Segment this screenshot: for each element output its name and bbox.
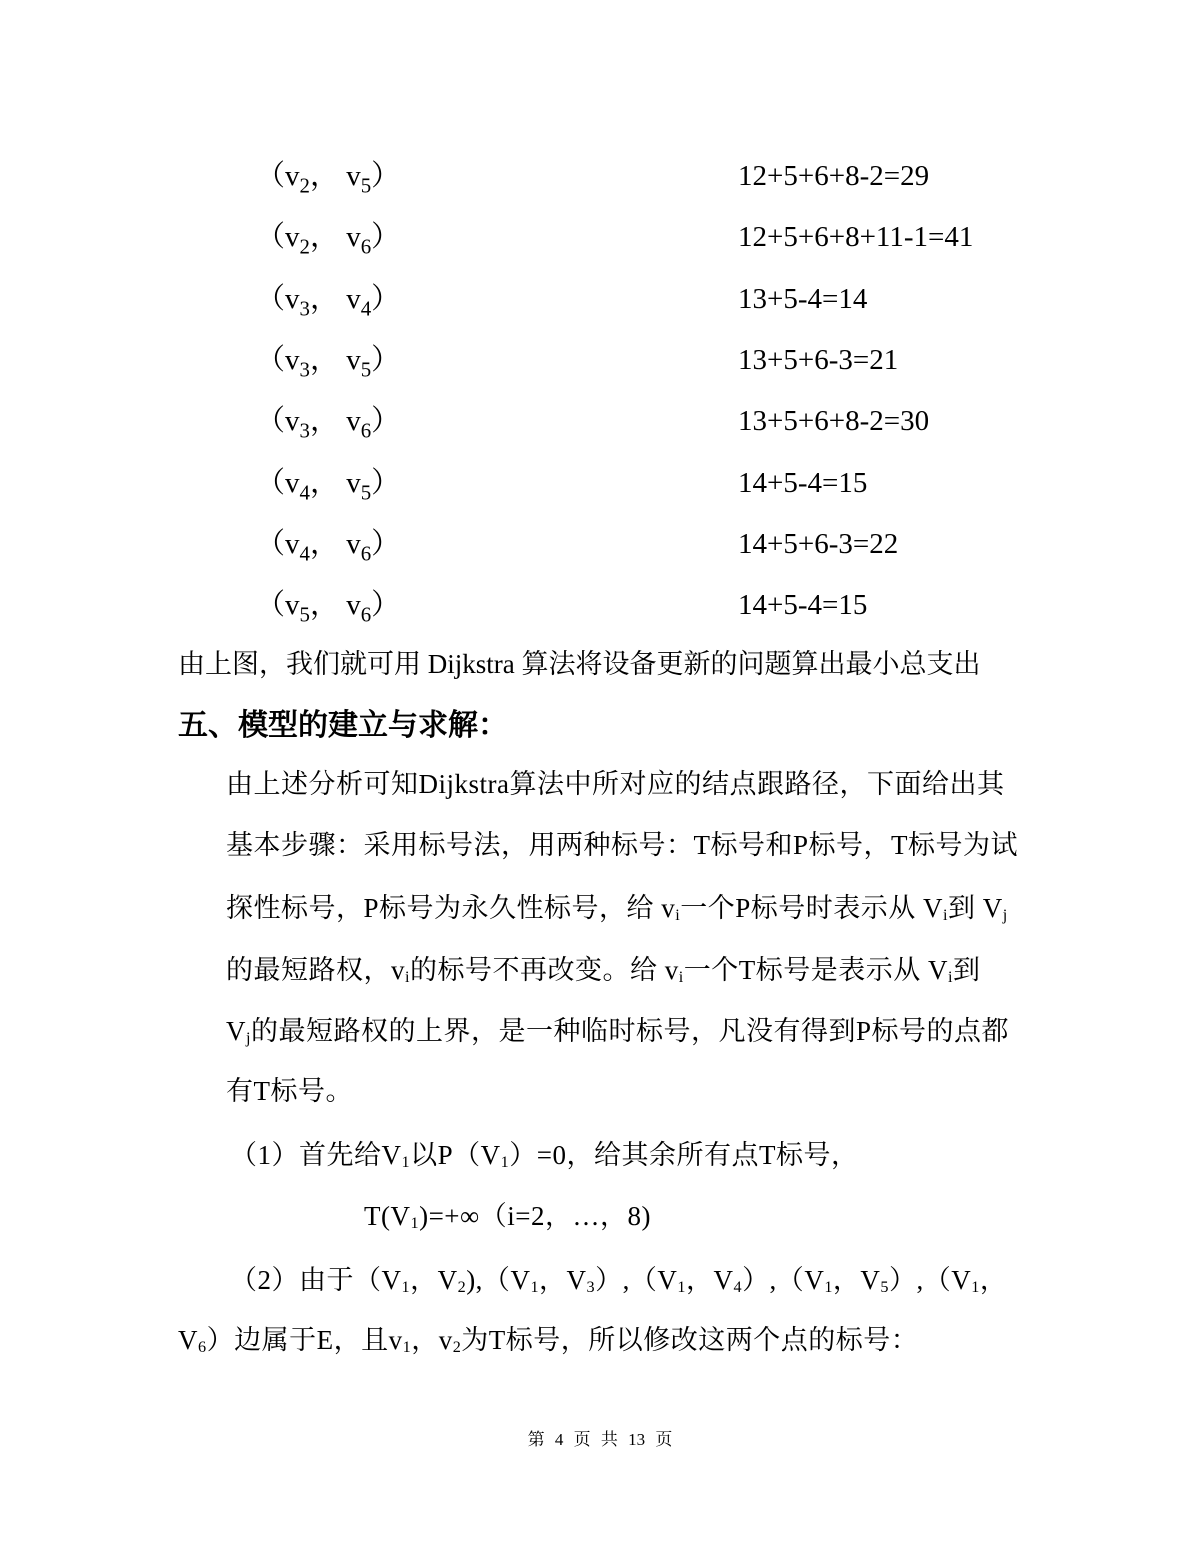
step2-line2: $V_6$）边属于E，且$v_1$，$v_2$为T标号，所以修改这两个点的标号： xyxy=(178,1325,919,1357)
edge-weight-expression: 14+5+6-3=22 xyxy=(738,528,899,560)
edge-pair: （$v_3$， $v_4$） xyxy=(256,283,401,321)
edge-row xyxy=(256,583,1016,627)
step2-line1: （2）由于（$V_1$，$V_2),(V_1$，$V_3),(V_1$，$V_4),(V_1$，$V_5),(V_1$， xyxy=(230,1265,1008,1297)
edge-row xyxy=(256,461,1016,505)
edge-weight-expression: 13+5+6+8-2=30 xyxy=(738,405,930,437)
edge-pair: （$v_2$， $v_5$） xyxy=(256,160,401,198)
edge-row xyxy=(256,277,1016,321)
para1-line2: 基本步骤：采用标号法，用两种标号：T标号和P标号，T标号为试 xyxy=(226,830,1019,860)
edge-row xyxy=(256,215,1016,259)
step1-formula: $T(V_1)=+\infty(i=2$，…，8) xyxy=(364,1201,651,1233)
page-footer: 第 4 页 共 13 页 xyxy=(527,1430,673,1449)
edge-pair: （$v_3$， $v_5$） xyxy=(256,344,401,382)
para1-line4: 的最短路权，$v_i$的标号不再改变。给 $v_i$一个T标号是表示从 $V_i$到 xyxy=(226,955,981,987)
para1-line3: 探性标号，P标号为永久性标号，给 $v_i$一个P标号时表示从 $V_i$到 $V_j$ xyxy=(226,893,1008,925)
intro-sentence: 由上图，我们就可用 Dijkstra 算法将设备更新的问题算出最小总支出 xyxy=(178,649,981,679)
edge-weight-expression: 12+5+6+8+11-1=41 xyxy=(738,221,974,253)
edge-weight-expression: 13+5-4=14 xyxy=(738,283,868,315)
edge-pair: （$v_5$， $v_6$） xyxy=(256,589,401,627)
edge-weight-expression: 13+5+6-3=21 xyxy=(738,344,899,376)
edge-weight-expression: 14+5-4=15 xyxy=(738,467,868,499)
edge-weight-expression: 14+5-4=15 xyxy=(738,589,868,621)
para1-line5: $V_j$的最短路权的上界，是一种临时标号，凡没有得到P标号的点都 xyxy=(226,1016,1010,1048)
edge-weight-expression: 12+5+6+8-2=29 xyxy=(738,160,930,192)
edge-pair: （$v_3$， $v_6$） xyxy=(256,405,401,443)
edge-pair: （$v_2$， $v_6$） xyxy=(256,221,401,259)
edge-row xyxy=(256,338,1016,382)
para1-line1: 由上述分析可知Dijkstra算法中所对应的结点跟路径，下面给出其 xyxy=(226,769,1005,799)
edge-pair: （$v_4$， $v_5$） xyxy=(256,467,401,505)
edge-pair: （$v_4$， $v_6$） xyxy=(256,528,401,566)
section-heading: 五、模型的建立与求解： xyxy=(178,709,508,742)
edge-row xyxy=(256,154,1016,198)
edge-row xyxy=(256,399,1016,443)
para1-line6: 有T标号。 xyxy=(226,1076,353,1106)
edge-row xyxy=(256,522,1016,566)
step1-line: （1）首先给$V_1$以$P(V_1)=0$，给其余所有点T标号， xyxy=(230,1140,859,1172)
